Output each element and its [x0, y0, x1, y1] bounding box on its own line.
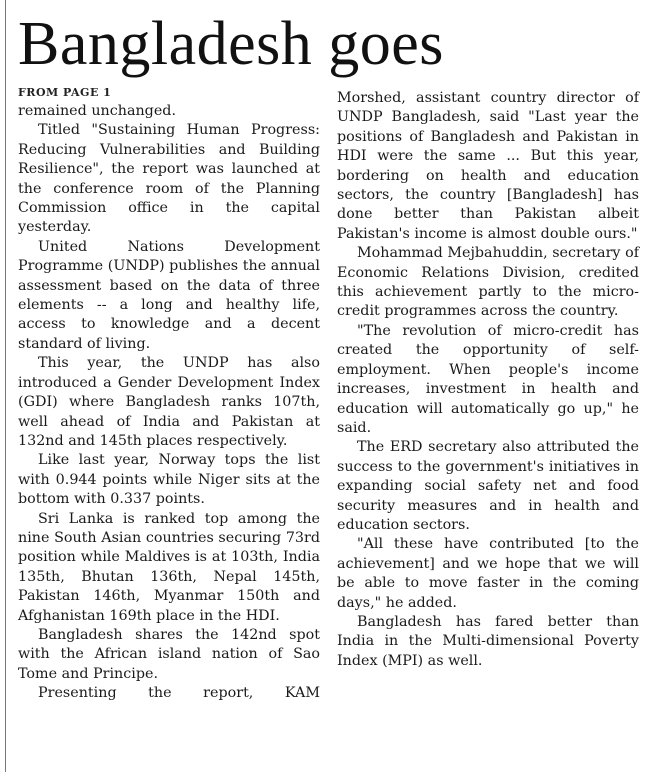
article-column-right	[337, 89, 639, 671]
article-column-left	[18, 84, 320, 704]
paragraph: Sri Lanka is ranked top among the nine South Asian countries securing 73rd position while Maldives is at 103th, India 135th, Bhutan 136th, Nepal 145th, Pakistan 146th, Myanmar 150th and Afghanistan 169th place in the HDI.	[18, 510, 320, 624]
paragraph: Bangladesh has fared better than India in the Multi-dimensional Poverty Index (MPI) as well.	[337, 613, 639, 669]
paragraph: Presenting the report, KAM	[38, 685, 320, 702]
paragraph: "All these have contributed [to the achievement] and we hope that we will be able to move faster in the coming days," he added.	[337, 536, 639, 611]
paragraph: The ERD secretary also attributed the success to the government's initiatives in expanding social safety net and food security measures and in health and education sectors.	[337, 439, 639, 533]
paragraph: Mohammad Mejbahuddin, secretary of Economic Relations Division, credited this achievement partly to the micro-credit programmes across the country.	[337, 245, 639, 320]
paragraph: Titled "Sustaining Human Progress: Reducing Vulnerabilities and Building Resilience", the report was launched at the conference room of the Planning Commission office in the capital yesterday.	[18, 122, 320, 236]
headline: Bangladesh goes	[18, 10, 444, 78]
paragraph: This year, the UNDP has also introduced a Gender Development Index (GDI) where Bangladesh ranks 107th, well ahead of India and Pakistan at 132nd and 145th places respectively.	[18, 355, 320, 449]
paragraph: United Nations Development Programme (UNDP) publishes the annual assessment based on the data of three elements -- a long and healthy life, access to knowledge and a decent standard of living.	[18, 238, 320, 352]
paragraph: remained unchanged.	[18, 103, 176, 119]
paragraph: Like last year, Norway tops the list with 0.944 points while Niger sits at the bottom with 0.337 points.	[18, 452, 320, 508]
column-rule	[5, 0, 6, 772]
paragraph: "The revolution of micro-credit has created the opportunity of self-employment. When people's income increases, investment in health and education will automatically go up," he said.	[337, 322, 639, 436]
paragraph: Morshed, assistant country director of UNDP Bangladesh, said "Last year the positions of Bangladesh and Pakistan in HDI were the same ... But this year, bordering on health and education sectors, the country [Bangladesh] has done better than Pakistan albeit Pakistan's income is almost double ours."	[337, 90, 639, 242]
paragraph: Bangladesh shares the 142nd spot with the African island nation of Sao Tome and Principe.	[18, 626, 320, 682]
jump-line: FROM PAGE 1	[18, 86, 112, 99]
